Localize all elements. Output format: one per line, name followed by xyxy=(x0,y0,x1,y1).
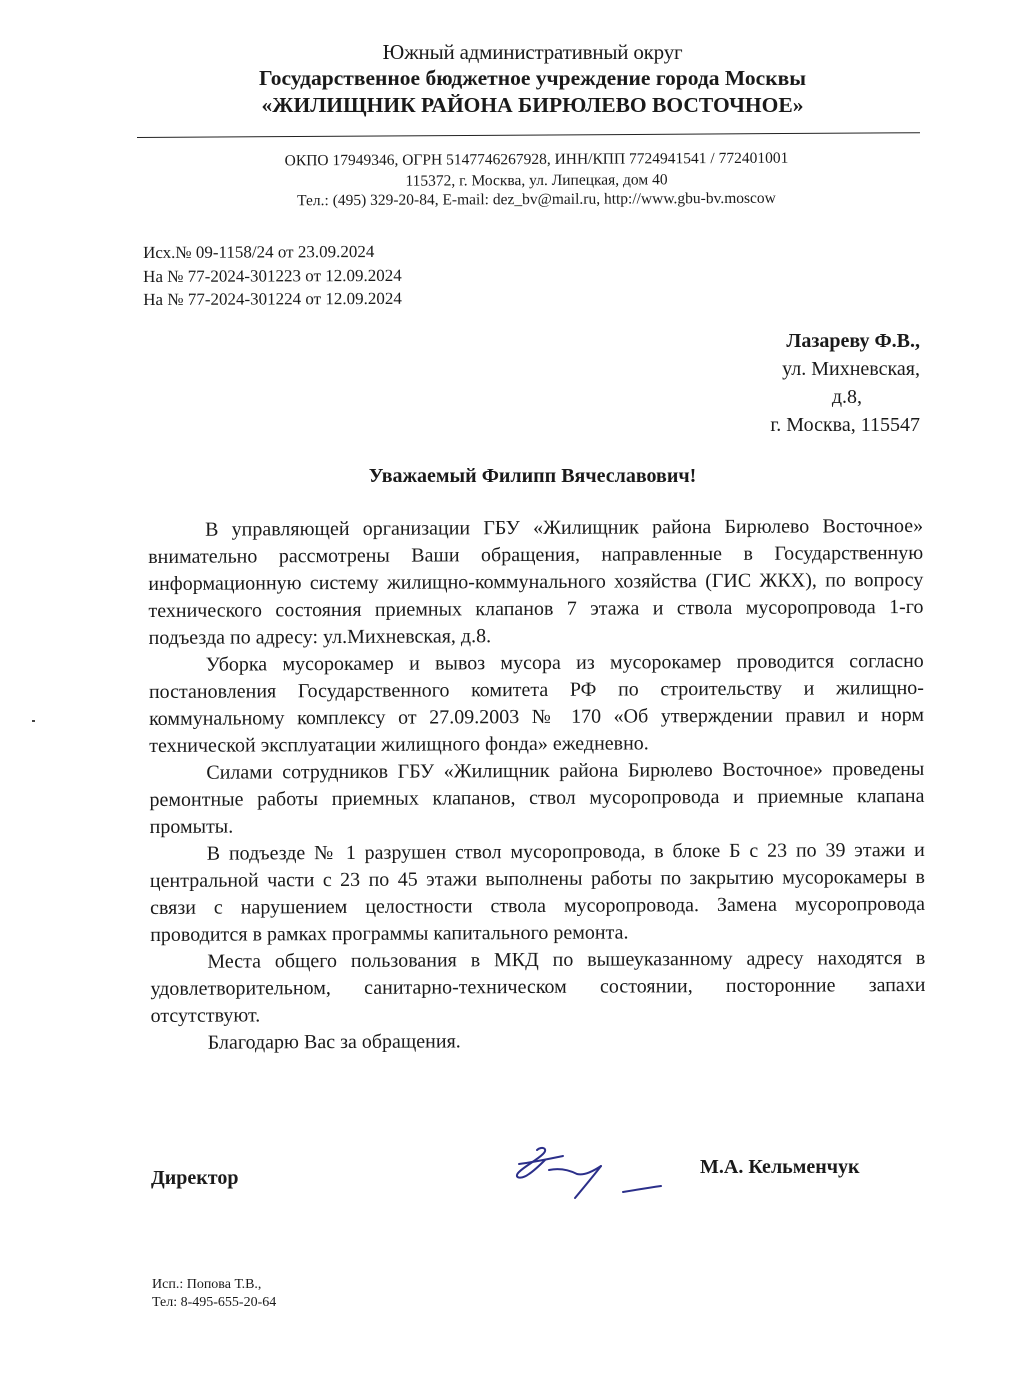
signatory-title: Директор xyxy=(151,1167,239,1189)
signatory-name: М.А. Кельменчук xyxy=(700,1156,860,1178)
body-paragraph: В подъезде № 1 разрушен ствол мусоропровода, в блоке Б с 23 по 39 этажи и центральной части с 23 по 45 этажи выполнены работы по закрытию мусорокамеры в связи с нарушением целостности ствола мусоропровода. Замена мусоропровода проводится в рамках программы капитального ремонта. xyxy=(149,838,926,946)
reference-incoming-1: На № 77-2024-301223 от 12.09.2024 xyxy=(143,265,402,286)
addressee-house: д.8, xyxy=(831,386,862,408)
executor-phone: Тел: 8-495-655-20-64 xyxy=(152,1295,277,1310)
reference-numbers xyxy=(143,240,402,312)
greeting: Уважаемый Филипп Вячеславович! xyxy=(368,465,697,487)
addressee-street: ул. Михневская, xyxy=(782,358,920,380)
addressee-name: Лазареву Ф.В., xyxy=(786,330,920,352)
executor-name: Исп.: Попова Т.В., xyxy=(152,1277,262,1292)
body-paragraph: Силами сотрудников ГБУ «Жилищник района Бирюлево Восточное» проведены ремонтные работы приемных клапанов, ствол мусоропровода и приемные клапана промыты. xyxy=(149,757,925,838)
addressee-block xyxy=(770,327,920,439)
reference-outgoing: Исх.№ 09-1158/24 от 23.09.2024 xyxy=(143,241,375,262)
handwritten-signature-icon xyxy=(505,1140,675,1210)
scan-speck xyxy=(32,720,35,722)
letter-body xyxy=(148,513,926,1057)
body-paragraph: В управляющей организации ГБУ «Жилищник района Бирюлево Восточное» внимательно рассмотрены Ваши обращения, направленные в Государственную информационную систему жилищно-коммунального хозяйства (ГИС ЖКХ), по вопросу технического состояния приемных клапанов 7 этажа и ствола мусоропровода 1-го подъезда по адресу: ул.Михневская, д.8. xyxy=(148,514,924,649)
addressee-city: г. Москва, 115547 xyxy=(770,414,920,436)
header-requisites-codes: ОКПО 17949346, ОГРН 5147746267928, ИНН/КПП 7724941541 / 772401001 xyxy=(284,149,789,170)
executor-block xyxy=(152,1276,276,1312)
header-requisites-contacts: Тел.: (495) 329-20-84, E-mail: dez_bv@mail.ru, http://www.gbu-bv.moscow xyxy=(297,189,776,210)
body-paragraph: Уборка мусорокамер и вывоз мусора из мусорокамер проводится согласно постановления Государственного комитета РФ по строительству и жилищно-коммунальному комплексу от 27.09.2003 № 170 «Об утверждении правил и норм технической эксплуатации жилищного фонда» ежедневно. xyxy=(148,649,925,757)
header-org-name: «ЖИЛИЩНИК РАЙОНА БИРЮЛЕВО ВОСТОЧНОЕ» xyxy=(261,93,804,117)
header-requisites-address: 115372, г. Москва, ул. Липецкая, дом 40 xyxy=(405,171,668,190)
body-paragraph: Благодарю Вас за обращения. xyxy=(207,1030,461,1054)
header-divider xyxy=(137,132,920,138)
reference-incoming-2: На № 77-2024-301224 от 12.09.2024 xyxy=(143,288,402,309)
header-organization: Государственное бюджетное учреждение города Москвы xyxy=(258,66,806,90)
header-district: Южный административный округ xyxy=(382,40,683,64)
body-paragraph: Места общего пользования в МКД по вышеуказанному адресу находятся в удовлетворительном, санитарно-техническом состоянии, посторонние запахи отсутствуют. xyxy=(150,946,926,1027)
